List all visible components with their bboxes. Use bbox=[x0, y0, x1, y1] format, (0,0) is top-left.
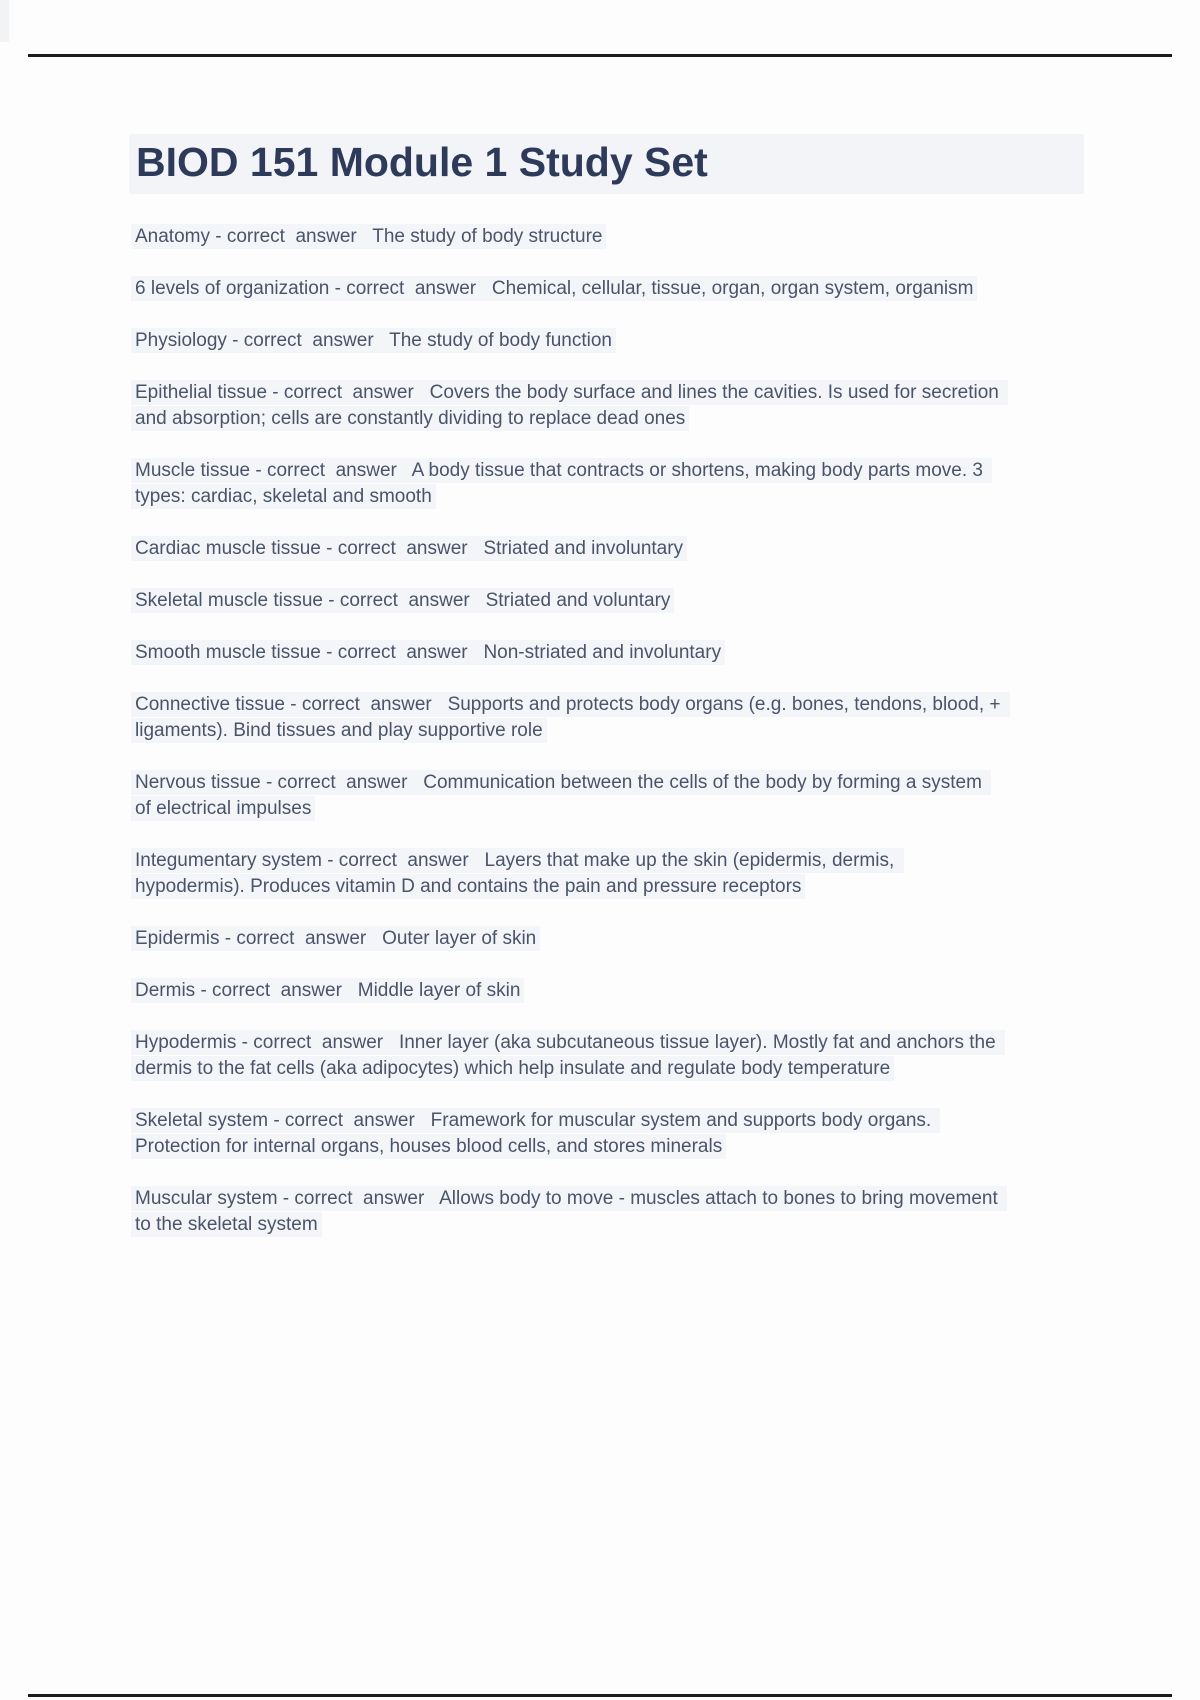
study-entry bbox=[135, 1030, 1003, 1082]
entry-text: Cardiac muscle tissue - correct answer Striated and involuntary bbox=[131, 536, 687, 561]
study-entry bbox=[135, 770, 1003, 822]
study-entry bbox=[135, 692, 1006, 744]
entries bbox=[135, 224, 1006, 1238]
entry-text: Muscle tissue - correct answer A body tissue that contracts or shortens, making body parts move. 3 types: cardiac, skeletal and smooth bbox=[131, 458, 992, 509]
entry-text: Muscular system - correct answer Allows body to move - muscles attach to bones to bring movement to the skeletal system bbox=[131, 1186, 1007, 1237]
study-entry bbox=[135, 224, 1003, 250]
document-content bbox=[135, 134, 1095, 1264]
study-entry bbox=[135, 978, 1003, 1004]
study-entry bbox=[135, 926, 1003, 952]
top-divider bbox=[28, 54, 1172, 57]
entry-text: Physiology - correct answer The study of body function bbox=[131, 328, 616, 353]
entry-text: Hypodermis - correct answer Inner layer (aka subcutaneous tissue layer). Mostly fat and anchors the dermis to the fat cells (aka adipocytes) which help insulate and regulate body temperature bbox=[131, 1030, 1005, 1081]
entry-text: Nervous tissue - correct answer Communication between the cells of the body by forming a system of electrical impulses bbox=[131, 770, 991, 821]
study-entry bbox=[135, 328, 1003, 354]
entry-text: 6 levels of organization - correct answer Chemical, cellular, tissue, organ, organ system, organism bbox=[131, 276, 977, 301]
entry-text: Dermis - correct answer Middle layer of skin bbox=[131, 978, 524, 1003]
entry-text: Integumentary system - correct answer Layers that make up the skin (epidermis, dermis, hypodermis). Produces vitamin D and contains the pain and pressure receptors bbox=[131, 848, 904, 899]
entry-text: Epithelial tissue - correct answer Covers the body surface and lines the cavities. Is used for secretion and absorption; cells are constantly dividing to replace dead ones bbox=[131, 380, 1008, 431]
entry-text: Anatomy - correct answer The study of body structure bbox=[131, 224, 606, 249]
study-entry bbox=[135, 1186, 1003, 1238]
study-entry bbox=[135, 640, 1003, 666]
entry-text: Connective tissue - correct answer Supports and protects body organs (e.g. bones, tendons, blood, + ligaments). Bind tissues and play supportive role bbox=[131, 692, 1010, 743]
page-title: BIOD 151 Module 1 Study Set bbox=[129, 134, 1084, 194]
entry-text: Skeletal system - correct answer Framework for muscular system and supports body organs. Protection for internal organs, houses blood cells, and stores minerals bbox=[131, 1108, 940, 1159]
study-entry bbox=[135, 536, 1003, 562]
study-entry bbox=[135, 380, 1003, 432]
entry-text: Epidermis - correct answer Outer layer of skin bbox=[131, 926, 540, 951]
study-entry bbox=[135, 848, 1003, 900]
entry-text: Skeletal muscle tissue - correct answer Striated and voluntary bbox=[131, 588, 674, 613]
scan-artifact bbox=[0, 0, 9, 42]
study-entry bbox=[135, 588, 1003, 614]
bottom-divider bbox=[28, 1694, 1172, 1697]
study-entry bbox=[135, 458, 1003, 510]
entry-text: Smooth muscle tissue - correct answer Non-striated and involuntary bbox=[131, 640, 725, 665]
study-entry bbox=[135, 1108, 1003, 1160]
study-entry bbox=[135, 276, 1003, 302]
